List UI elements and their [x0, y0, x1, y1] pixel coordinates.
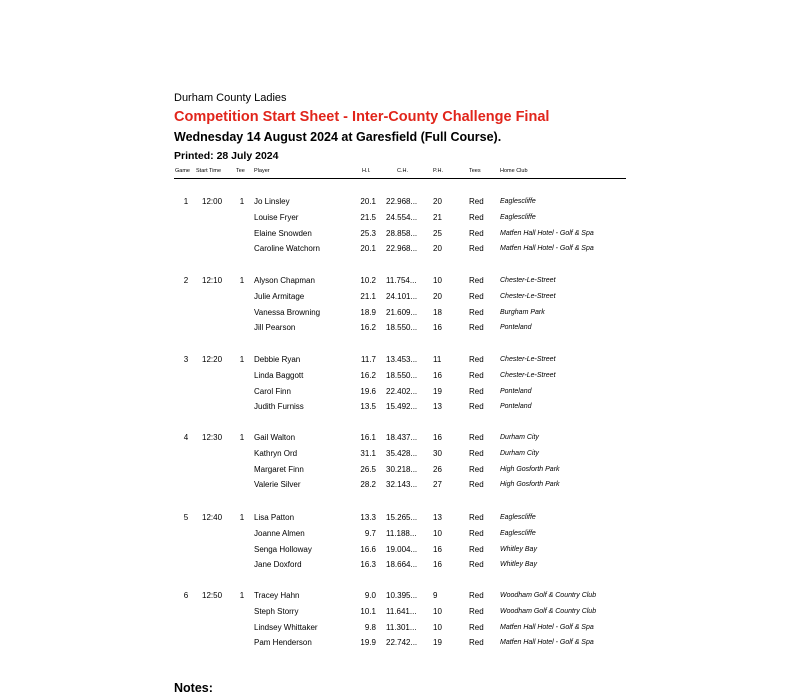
tees: Red [469, 402, 484, 412]
playing-handicap: 26 [433, 464, 442, 474]
game-number: 3 [183, 355, 189, 364]
playing-handicap: 19 [433, 638, 442, 648]
tees: Red [469, 244, 484, 254]
tees: Red [469, 606, 484, 616]
handicap-index: 16.6 [360, 544, 376, 554]
home-club: Ponteland [500, 387, 532, 395]
printed-date: Printed: 28 July 2024 [174, 150, 279, 162]
course-handicap: 22.968... [386, 197, 418, 206]
player-name: Kathryn Ord [254, 448, 298, 458]
start-time: 12:00 [202, 197, 223, 206]
player-name: Julie Armitage [254, 291, 305, 301]
home-club: Ponteland [500, 403, 532, 411]
course-handicap: 18.664... [386, 560, 418, 570]
notes-label: Notes: [174, 681, 213, 695]
playing-handicap: 20 [433, 244, 442, 254]
playing-handicap: 13 [433, 402, 442, 412]
home-club: High Gosforth Park [500, 481, 560, 489]
col-header-hi: H.I. [362, 168, 371, 174]
course-handicap: 11.188... [386, 528, 417, 538]
home-club: High Gosforth Park [500, 465, 560, 473]
col-header-tee: Tee [236, 168, 245, 174]
player-name: Steph Storry [254, 606, 299, 616]
playing-handicap: 20 [433, 197, 442, 206]
player-name: Lisa Patton [254, 513, 295, 522]
handicap-index: 20.1 [360, 197, 376, 206]
player-name: Linda Baggott [254, 370, 304, 380]
handicap-index: 20.1 [360, 244, 376, 254]
player-name: Alyson Chapman [254, 276, 315, 285]
tee-number: 1 [239, 513, 245, 522]
course-handicap: 19.004... [386, 544, 418, 554]
playing-handicap: 16 [433, 323, 442, 333]
competition-title: Competition Start Sheet - Inter-County Challenge Final [174, 109, 550, 125]
game-number: 2 [183, 276, 189, 285]
handicap-index: 10.1 [360, 606, 376, 616]
playing-handicap: 13 [433, 513, 442, 522]
handicap-index: 19.6 [360, 386, 376, 396]
course-handicap: 15.265... [386, 513, 418, 522]
playing-handicap: 21 [433, 212, 442, 222]
competition-date-venue: Wednesday 14 August 2024 at Garesfield (Full Course). [174, 130, 502, 144]
start-time: 12:30 [202, 433, 223, 442]
handicap-index: 25.3 [360, 228, 376, 238]
playing-handicap: 19 [433, 386, 442, 396]
playing-handicap: 27 [433, 480, 442, 490]
course-handicap: 18.550... [386, 323, 418, 333]
col-header-game: Game [175, 168, 190, 174]
start-time: 12:50 [202, 591, 223, 600]
tees: Red [469, 560, 484, 570]
player-name: Margaret Finn [254, 464, 304, 474]
course-handicap: 18.550... [386, 370, 418, 380]
player-name: Jill Pearson [254, 323, 296, 333]
course-handicap: 10.395... [386, 591, 418, 600]
handicap-index: 18.9 [360, 307, 376, 317]
home-club: Eaglescliffe [500, 198, 536, 205]
tees: Red [469, 622, 484, 632]
handicap-index: 13.5 [360, 402, 376, 412]
start-time: 12:20 [202, 355, 223, 364]
home-club: Burgham Park [500, 308, 545, 316]
tee-number: 1 [239, 591, 245, 600]
handicap-index: 11.7 [361, 355, 376, 364]
playing-handicap: 16 [433, 544, 442, 554]
tees: Red [469, 448, 484, 458]
playing-handicap: 18 [433, 307, 442, 317]
course-handicap: 22.968... [386, 244, 418, 254]
home-club: Eaglescliffe [500, 514, 536, 521]
tee-number: 1 [239, 276, 245, 285]
course-handicap: 11.754... [386, 276, 417, 285]
handicap-index: 16.2 [360, 323, 376, 333]
home-club: Ponteland [500, 324, 532, 332]
tees: Red [469, 544, 484, 554]
tees: Red [469, 480, 484, 490]
tees: Red [469, 323, 484, 333]
tees: Red [469, 433, 484, 442]
home-club: Matfen Hall Hotel - Golf & Spa [500, 229, 594, 237]
player-name: Gail Walton [254, 433, 296, 442]
col-header-ph: P.H. [433, 168, 443, 174]
handicap-index: 16.3 [360, 560, 376, 570]
header-rule [174, 178, 626, 179]
col-header-start-time: Start Time [196, 168, 222, 174]
player-name: Pam Henderson [254, 638, 312, 648]
tees: Red [469, 197, 484, 206]
course-handicap: 32.143... [386, 480, 418, 490]
col-header-tees: Tees [469, 168, 481, 174]
home-club: Eaglescliffe [500, 529, 536, 537]
playing-handicap: 10 [433, 606, 442, 616]
playing-handicap: 10 [433, 622, 442, 632]
tees: Red [469, 638, 484, 648]
tees: Red [469, 307, 484, 317]
player-name: Joanne Almen [254, 528, 305, 538]
game-number: 5 [183, 513, 189, 522]
home-club: Whitley Bay [500, 561, 537, 569]
course-handicap: 18.437... [386, 433, 418, 442]
home-club: Woodham Golf & Country Club [500, 607, 597, 615]
player-name: Jo Linsley [254, 197, 290, 206]
handicap-index: 28.2 [360, 480, 376, 490]
course-handicap: 11.641... [386, 606, 417, 616]
handicap-index: 16.1 [360, 433, 376, 442]
course-handicap: 35.428... [386, 448, 418, 458]
game-number: 6 [183, 591, 189, 600]
tees: Red [469, 355, 484, 364]
player-name: Elaine Snowden [254, 228, 312, 238]
tee-number: 1 [239, 355, 245, 364]
home-club: Durham City [500, 449, 539, 457]
course-handicap: 22.402... [386, 386, 418, 396]
home-club: Matfen Hall Hotel - Golf & Spa [500, 639, 594, 647]
tees: Red [469, 276, 484, 285]
home-club: Matfen Hall Hotel - Golf & Spa [500, 623, 594, 631]
handicap-index: 13.3 [360, 513, 376, 522]
player-name: Vanessa Browning [254, 307, 321, 317]
organisation-name: Durham County Ladies [174, 92, 287, 104]
tees: Red [469, 228, 484, 238]
playing-handicap: 30 [433, 448, 442, 458]
home-club: Woodham Golf & Country Club [500, 592, 597, 599]
handicap-index: 21.5 [360, 212, 376, 222]
course-handicap: 24.101... [386, 291, 418, 301]
handicap-index: 9.8 [364, 622, 376, 632]
course-handicap: 22.742... [386, 638, 418, 648]
home-club: Chester-Le-Street [500, 277, 556, 284]
tees: Red [469, 212, 484, 222]
player-name: Judith Furniss [254, 402, 304, 412]
tees: Red [469, 386, 484, 396]
tees: Red [469, 528, 484, 538]
player-name: Jane Doxford [254, 560, 302, 570]
player-name: Tracey Hahn [254, 591, 300, 600]
playing-handicap: 25 [433, 228, 442, 238]
tees: Red [469, 513, 484, 522]
home-club: Chester-Le-Street [500, 292, 556, 300]
start-time: 12:10 [202, 276, 223, 285]
game-number: 4 [183, 433, 189, 442]
player-name: Louise Fryer [254, 212, 299, 222]
col-header-ch: C.H. [397, 168, 408, 174]
handicap-index: 31.1 [360, 448, 376, 458]
tee-number: 1 [239, 433, 245, 442]
player-name: Carol Finn [254, 386, 291, 396]
player-name: Caroline Watchorn [254, 244, 320, 254]
course-handicap: 30.218... [386, 464, 418, 474]
playing-handicap: 11 [433, 355, 442, 364]
tees: Red [469, 370, 484, 380]
handicap-index: 16.2 [360, 370, 376, 380]
playing-handicap: 16 [433, 433, 442, 442]
tees: Red [469, 591, 484, 600]
col-header-home-club: Home Club [500, 168, 528, 174]
tee-number: 1 [239, 197, 245, 206]
course-handicap: 21.609... [386, 307, 418, 317]
course-handicap: 24.554... [386, 212, 418, 222]
home-club: Matfen Hall Hotel - Golf & Spa [500, 245, 594, 253]
tees: Red [469, 464, 484, 474]
course-handicap: 13.453... [386, 355, 418, 364]
course-handicap: 15.492... [386, 402, 418, 412]
home-club: Whitley Bay [500, 545, 537, 553]
tees: Red [469, 291, 484, 301]
handicap-index: 26.5 [360, 464, 376, 474]
home-club: Chester-Le-Street [500, 371, 556, 379]
start-time: 12:40 [202, 513, 223, 522]
course-handicap: 11.301... [386, 622, 417, 632]
game-number: 1 [183, 197, 189, 206]
handicap-index: 21.1 [360, 291, 376, 301]
player-name: Lindsey Whittaker [254, 622, 318, 632]
handicap-index: 9.0 [364, 591, 376, 600]
player-name: Debbie Ryan [254, 355, 301, 364]
player-name: Valerie Silver [254, 480, 301, 490]
playing-handicap: 10 [433, 276, 442, 285]
handicap-index: 10.2 [360, 276, 376, 285]
playing-handicap: 16 [433, 560, 442, 570]
playing-handicap: 20 [433, 291, 442, 301]
col-header-player: Player [254, 168, 270, 174]
playing-handicap: 16 [433, 370, 442, 380]
playing-handicap: 10 [433, 528, 442, 538]
handicap-index: 9.7 [364, 528, 376, 538]
playing-handicap: 9 [433, 591, 438, 600]
player-name: Senga Holloway [254, 544, 312, 554]
course-handicap: 28.858... [386, 228, 418, 238]
home-club: Eaglescliffe [500, 213, 536, 221]
home-club: Durham City [500, 434, 539, 441]
home-club: Chester-Le-Street [500, 356, 556, 363]
handicap-index: 19.9 [360, 638, 376, 648]
